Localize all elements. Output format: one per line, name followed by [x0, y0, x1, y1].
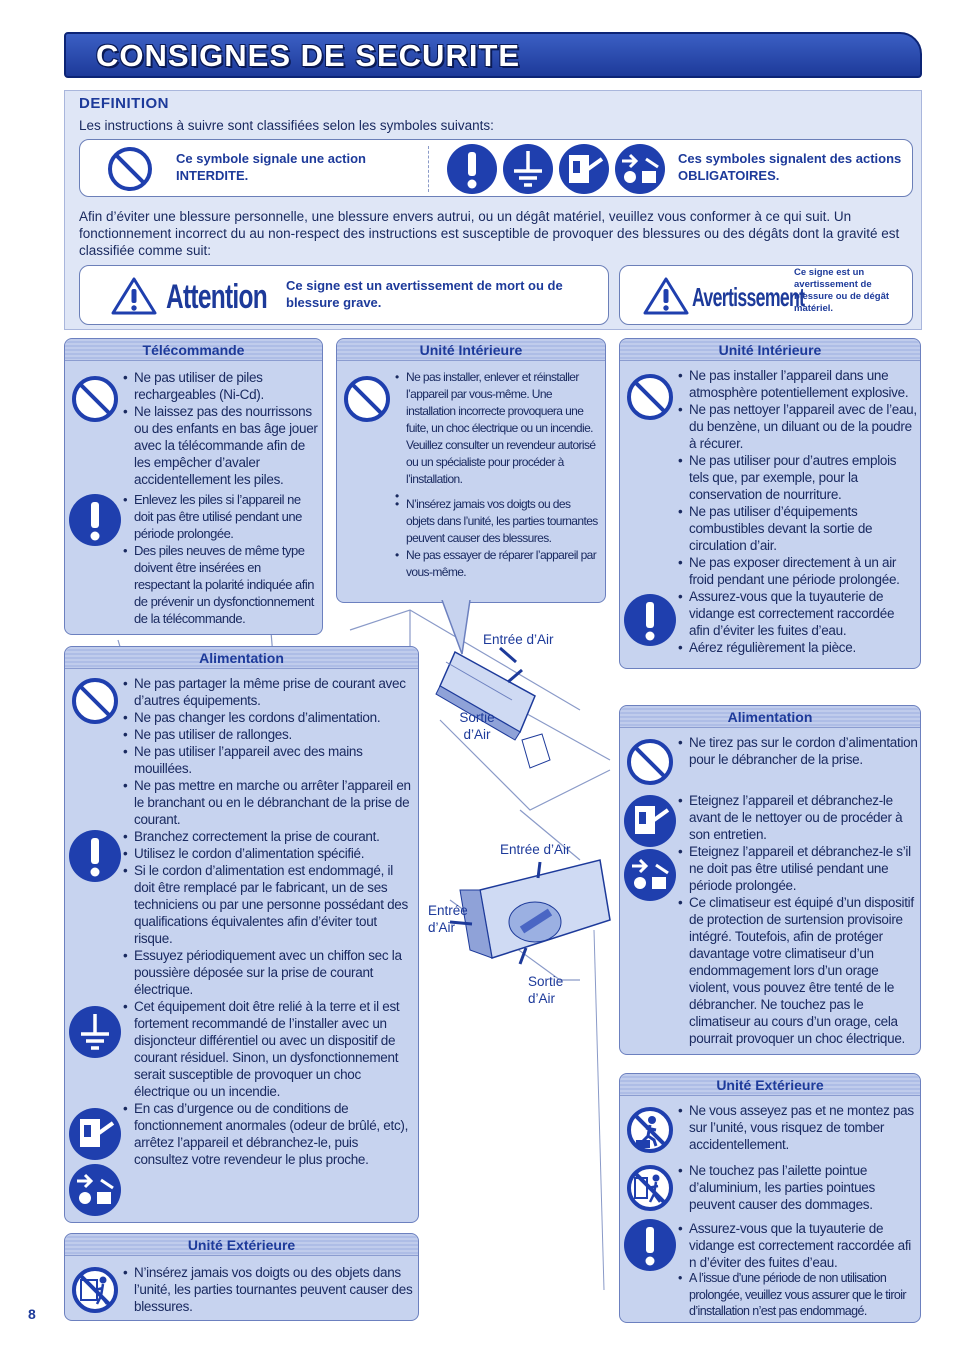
telecommande-forbid-list: [123, 369, 319, 488]
plug-icon: [558, 143, 610, 195]
earth-icon: [68, 1005, 122, 1059]
list-item: • Ne pas exposer directement à un air froid pendant une période prolongée.: [678, 554, 918, 588]
list-item: • Ne pas essayer de réparer l’appareil par vous-même.: [395, 547, 601, 581]
panel-title: Alimentation: [727, 709, 813, 725]
list-item: • Enlevez les piles si l’appareil ne doit pas être utilisé pendant une période prolongée.: [123, 491, 319, 542]
unplug-icon: [68, 1163, 122, 1217]
list-item: • A l’issue d’une période de non utilisation prolongée, veuillez vous assurer que le tiroir d’installation n’est pas endommagé.: [678, 1270, 918, 1320]
list-item: • Assurez-vous que la tuyauterie de vidange est correctement raccordée afin d’éviter les fuites d’eau.: [678, 588, 918, 639]
list-item: • Ne touchez pas l’ailette pointue d’aluminium, les parties pointues peuvent causer des dommages.: [678, 1162, 918, 1213]
panel-header: [620, 339, 920, 361]
definition-title: DEFINITION: [79, 95, 169, 112]
list-item: • Ne pas utiliser d’équipements combustibles devant la sortie de circulation d’air.: [678, 503, 918, 554]
list-item: • Cet équipement doit être relié à la terre et il est fortement recommandé de l’installer avec un disjoncteur différentiel ou avec un dispositif de courant résiduel. Sinon, un dysfonctionnement serait susceptible de provoquer un choc électrique ou un incendie.: [123, 998, 415, 1100]
unplug-icon: [614, 143, 666, 195]
outdoor-inlet-top-label: Entrée d’Air: [500, 842, 571, 857]
panel-unite-exterieure-left: [64, 1233, 419, 1321]
list-item: • Ne pas partager la même prise de courant avec d’autres équipements.: [123, 675, 415, 709]
alimentation-left-list: [123, 675, 415, 1168]
definition-section: [64, 90, 922, 330]
list-item: • Ne pas changer les cordons d’alimentation.: [123, 709, 415, 726]
list-item: • Ce climatiseur est équipé d’un dispositif de protection de surtension provisoire intégré. Toutefois, afin de protéger davantage votre climatiseur d’un endommagement lors d’un orage violent, vous pouvez être tenté de le débrancher. Ne touchez pas le climatiseur au cours d’un orage, cela pourrait provoquer un choc électrique.: [678, 894, 918, 1047]
forbidden-icon: [106, 145, 154, 193]
mandatory-description: Ces symboles signalent des actions OBLIGATOIRES.: [678, 151, 902, 183]
unite-exterieure-right-list-a: [678, 1102, 918, 1153]
list-item: • N’insérez jamais vos doigts ou des objets dans l’unité, les parties tournantes peuvent causer des blessures.: [395, 496, 601, 547]
panel-header: [65, 339, 322, 361]
unite-interieure-right-forbid-list: [678, 367, 918, 656]
list-item: • Ne pas installer, enlever et réinstaller l’appareil par vous-même. Une installation incorrecte provoquera une fuite, un choc électrique ou un incendie. Veuillez consulter un revendeur autorisé ou un spécialiste pour procéder à l’installation.: [395, 369, 601, 488]
indoor-inlet-label: Entrée d’Air: [483, 632, 554, 647]
warning-triangle-icon: [642, 276, 690, 316]
list-item: • Eteignez l’appareil et débranchez-le s’il ne doit pas être utilisé pendant une période prolongée.: [678, 843, 918, 894]
mandatory-icon: [68, 493, 122, 547]
list-item: • Des piles neuves de même type doivent être insérées en respectant la polarité indiquée afin de prévenir un dysfonctionnement de la télécommande.: [123, 542, 319, 627]
panel-header: [337, 339, 605, 361]
list-item: • Eteignez l’appareil et débranchez-le avant de le nettoyer ou de procéder à son entretien.: [678, 792, 918, 843]
panel-alimentation-left: [64, 646, 419, 1223]
avertissement-label: Avertissement: [692, 282, 805, 312]
unplug-icon: [623, 848, 677, 902]
list-item: • Ne pas utiliser de piles rechargeables (Ni-Cd).: [123, 369, 319, 403]
panel-header: [65, 647, 418, 669]
warning-triangle-icon: [110, 276, 158, 316]
list-item: • Utilisez le cordon d’alimentation spécifié.: [123, 845, 415, 862]
list-item: • Aérez régulièrement la pièce.: [678, 639, 918, 656]
forbidden-icon: [341, 373, 393, 425]
list-item: • Ne pas installer l’appareil dans une atmosphère potentiellement explosive.: [678, 367, 918, 401]
mandatory-icon: [623, 1218, 677, 1272]
alimentation-right-forbid-list: [678, 734, 918, 768]
unite-exterieure-right-list-b: [678, 1162, 918, 1213]
definition-paragraph: Afin d’éviter une blessure personnelle, une blessure envers autrui, ou un dégât matériel, veuillez vous conformer à ce qui suit. Un fonctionnement incorrect du au non-respect des instructions est susceptible de provoquer des blessures ou des dégâts dont la gravité est classifiée comme suit:: [79, 209, 900, 258]
list-item: • Ne pas mettre en marche ou arrêter l’appareil en le branchant ou en le débranchant de la prise de courant.: [123, 777, 415, 828]
mandatory-icon: [623, 593, 677, 647]
avertissement-legend: [619, 265, 913, 325]
list-spacer: [395, 488, 601, 496]
no-touch-fin-icon: [624, 1162, 676, 1214]
mandatory-icon: [68, 829, 122, 883]
list-item: • Essuyez périodiquement avec un chiffon sec la poussière déposée sur la prise de courant électrique.: [123, 947, 415, 998]
list-item: • Ne vous asseyez pas et ne montez pas sur l’unité, vous risquez de tomber accidentellement.: [678, 1102, 918, 1153]
mandatory-icon: [446, 143, 498, 195]
forbidden-icon: [69, 373, 121, 425]
list-item: • Ne pas utiliser pour d’autres emplois tels que, par exemple, pour la conservation de nourriture.: [678, 452, 918, 503]
panel-title: Unité Extérieure: [187, 1237, 296, 1253]
panel-telecommande: [64, 338, 323, 635]
unite-exterieure-right-list-c: [678, 1220, 918, 1271]
attention-label: Attention: [166, 278, 267, 316]
panel-title: Télécommande: [142, 342, 245, 358]
no-fingers-icon: [69, 1264, 121, 1316]
alimentation-right-must-list: [678, 792, 918, 1047]
forbidden-icon: [69, 675, 121, 727]
outdoor-outlet-label: Sortie d’Air: [528, 974, 564, 1006]
plug-icon: [68, 1107, 122, 1161]
panel-title: Alimentation: [199, 650, 284, 666]
forbidden-icon: [624, 371, 676, 423]
panel-unite-exterieure-right: [619, 1073, 921, 1323]
list-item: • N’insérez jamais vos doigts ou des objets dans l’unité, les parties tournantes peuvent causer des blessures.: [123, 1264, 413, 1315]
indoor-outlet-label: Sortie d’Air: [459, 710, 495, 742]
attention-description: Ce signe est un avertissement de mort ou de blessure grave.: [286, 278, 563, 310]
list-item: • Ne pas utiliser de rallonges.: [123, 726, 415, 743]
outdoor-inlet-left-label: Entrée d’Air: [428, 903, 468, 935]
no-climbing-icon: [624, 1104, 676, 1156]
plug-icon: [623, 794, 677, 848]
page-header: [64, 32, 922, 78]
callout-pointer: [440, 600, 474, 656]
panel-title: Unité Extérieure: [716, 1077, 824, 1093]
list-item: • En cas d’urgence ou de conditions de fonctionnement anormales (odeur de brûlé, etc), arrêtez l’appareil et débranchez-le, puis consultez votre revendeur le plus proche.: [123, 1100, 415, 1168]
list-item: • Ne pas utiliser l’appareil avec des mains mouillées.: [123, 743, 415, 777]
page-number: 8: [28, 1306, 36, 1322]
avertissement-description: Ce signe est un avertissement de blessure ou de dégât matériel.: [794, 267, 890, 314]
page-title: CONSIGNES DE SECURITE: [96, 38, 521, 73]
panel-unite-interieure-right: [619, 338, 921, 669]
panel-header: [620, 1074, 920, 1096]
panel-header: [620, 706, 920, 728]
definition-intro: Les instructions à suivre sont classifiées selon les symboles suivants:: [79, 118, 494, 133]
panel-title: Unité Intérieure: [419, 342, 523, 358]
list-item: • Ne pas nettoyer l’appareil avec de l’eau, du benzène, un diluant ou de la poudre à récurer.: [678, 401, 918, 452]
attention-legend: [79, 265, 609, 325]
earth-icon: [502, 143, 554, 195]
list-item: • Assurez-vous que la tuyauterie de vidange est correctement raccordée afi n d’éviter des fuites d’eau.: [678, 1220, 918, 1271]
symbol-legend: [79, 139, 913, 197]
panel-title: Unité Intérieure: [718, 342, 822, 358]
list-item: • Ne tirez pas sur le cordon d’alimentation pour le débrancher de la prise.: [678, 734, 918, 768]
unite-exterieure-left-list: [123, 1264, 413, 1315]
unite-exterieure-right-list-d: [678, 1270, 918, 1320]
panel-alimentation-right: [619, 705, 921, 1055]
forbidden-description: Ce symbole signale une action INTERDITE.: [176, 151, 366, 183]
list-item: • Ne laissez pas des nourrissons ou des enfants en bas âge jouer avec la télécommande afin de les empêcher d’avaler accidentellement les piles.: [123, 403, 319, 488]
legend-divider: [428, 146, 429, 192]
list-item: • Branchez correctement la prise de courant.: [123, 828, 415, 845]
unite-interieure-center-list: [395, 369, 601, 581]
forbidden-icon: [624, 736, 676, 788]
panel-header: [65, 1234, 418, 1256]
telecommande-must-list: [123, 491, 319, 627]
panel-unite-interieure-center: [336, 338, 606, 603]
list-item: • Si le cordon d’alimentation est endommagé, il doit être remplacé par le fabricant, un de ses techniciens ou par une personne possédant des qualifications équivalentes afin d’éviter tout risque.: [123, 862, 415, 947]
